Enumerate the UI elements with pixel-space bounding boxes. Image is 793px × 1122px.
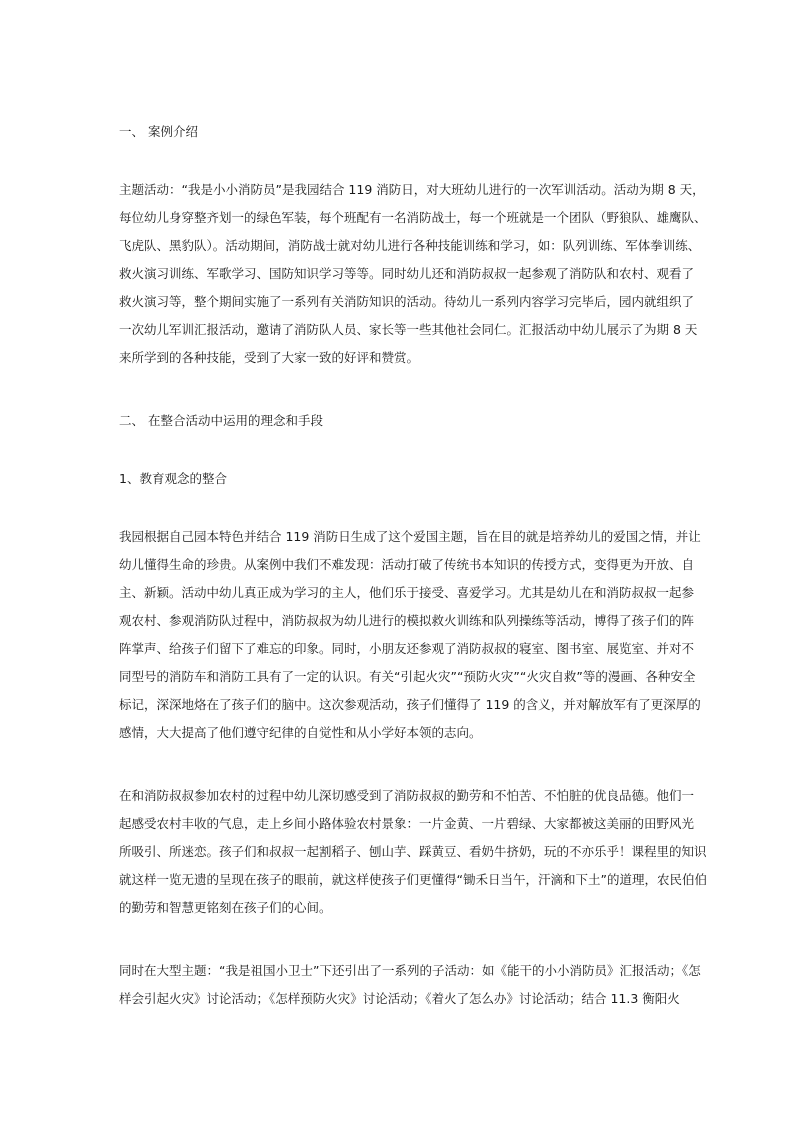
paragraph-line: 就这样一览无遗的呈现在孩子的眼前，就这样使孩子们更懂得“锄禾日当午，汗滴和下土”的道理，农民伯伯 [119,872,707,887]
paragraph-line: 我园根据自己园本特色并结合 119 消防日生成了这个爱国主题，旨在目的就是培养幼儿的爱国之情，并让 [119,529,701,544]
paragraph-line: 在和消防叔叔参加农村的过程中幼儿深切感受到了消防叔叔的勤劳和不怕苦、不怕脏的优良品德。他们一 [119,788,695,803]
paragraph-line: 主题活动：“我是小小消防员”是我园结合 119 消防日，对大班幼儿进行的一次军训活动。活动为期 8 天， [119,182,705,197]
paragraph-line: 同时在大型主题：“我是祖国小卫士”下还引出了一系列的子活动：如《能干的小小消防员》汇报活动；《怎 [119,963,701,978]
paragraph-line: 起感受农村丰收的气息，走上乡间小路体验农村景象：一片金黄、一片碧绿、大家都被这美丽的田野风光 [119,816,695,831]
subsection-heading-education: 1、教育观念的整合 [119,471,227,486]
paragraph-line: 来所学到的各种技能，受到了大家一致的好评和赞赏。 [119,350,420,365]
paragraph-line: 所吸引、所迷恋。孩子们和叔叔一起割稻子、刨山芋、踩黄豆、看奶牛挤奶，玩的不亦乐乎！课程里的知识 [119,844,707,859]
paragraph-line: 救火演习训练、军歌学习、国防知识学习等等。同时幼儿还和消防叔叔一起参观了消防队和农村、观看了 [119,266,695,281]
paragraph-line: 标记，深深地烙在了孩子们的脑中。这次参观活动，孩子们懂得了 119 的含义，并对解放军有了更深厚的 [119,697,701,712]
paragraph-line: 每位幼儿身穿整齐划一的绿色军装，每个班配有一名消防战士，每一个班就是一个团队（野狼队、雄鹰队、 [119,210,707,225]
paragraph-line: 幼儿懂得生命的珍贵。从案例中我们不难发现：活动打破了传统书本知识的传授方式，变得更为开放、自 [119,557,695,572]
paragraph-line: 的勤劳和智慧更铭刻在孩子们的心间。 [119,900,332,915]
paragraph-line: 样会引起火灾》讨论活动；《怎样预防火灾》讨论活动；《着火了怎么办》讨论活动；结合 11.3 衡阳火 [119,991,680,1006]
paragraph-line: 观农村、参观消防队过程中，消防叔叔为幼儿进行的模拟救火训练和队列操练等活动，博得了孩子们的阵 [119,613,695,628]
paragraph-line: 主、新颖。活动中幼儿真正成为学习的主人，他们乐于接受、喜爱学习。尤其是幼儿在和消防叔叔一起参 [119,585,695,600]
paragraph-line: 阵掌声、给孩子们留下了难忘的印象。同时，小朋友还参观了消防叔叔的寝室、图书室、展览室、并对不 [119,641,695,656]
section-heading-case-intro: 一、 案例介绍 [119,124,198,139]
paragraph-line: 救火演习等，整个期间实施了一系列有关消防知识的活动。待幼儿一系列内容学习完毕后，园内就组织了 [119,294,695,309]
paragraph-line: 飞虎队、黑豹队）。活动期间，消防战士就对幼儿进行各种技能训练和学习，如：队列训练、军体拳训练、 [119,238,701,253]
paragraph-line: 感情，大大提高了他们遵守纪律的自觉性和从小学好本领的志向。 [119,725,482,740]
paragraph-line: 一次幼儿军训汇报活动，邀请了消防队人员、家长等一些其他社会同仁。汇报活动中幼儿展示了为期 8 天 [119,322,698,337]
paragraph-line: 同型号的消防车和消防工具有了一定的认识。有关“引起火灾”“预防火灾”“火灾自救”等的漫画、各种安全 [119,669,696,684]
section-heading-concepts: 二、 在整合活动中运用的理念和手段 [119,413,323,428]
